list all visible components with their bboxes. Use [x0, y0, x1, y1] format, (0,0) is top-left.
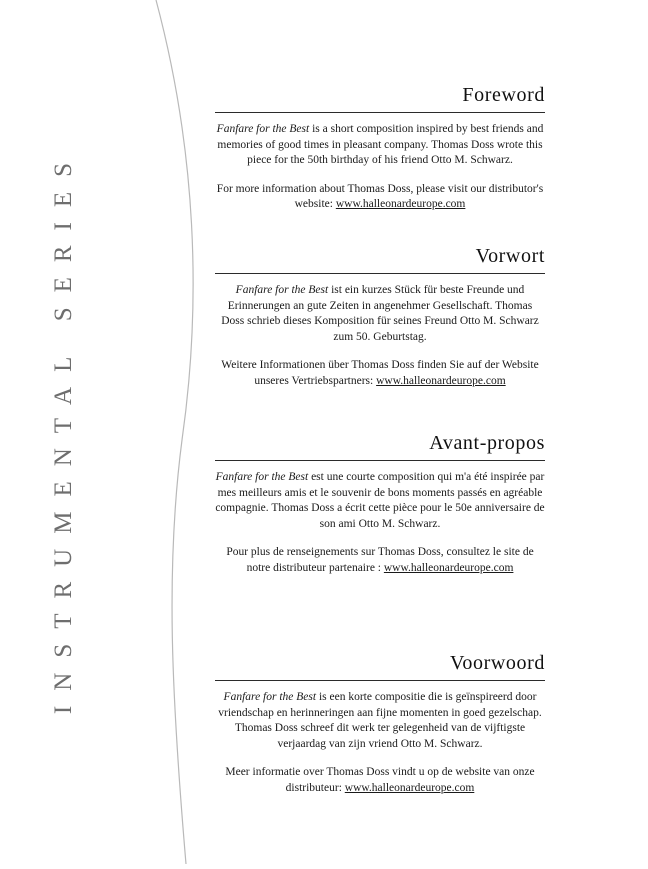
section-title-voorwoord: Voorwoord	[449, 652, 545, 674]
paragraph-foreword-2	[215, 182, 545, 213]
paragraph-avant-propos-2-text: Pour plus de renseignements sur Thomas Doss, consultez le site de notre distributeur partenaire :	[226, 546, 534, 574]
paragraph-avant-propos-2	[215, 545, 545, 576]
work-title-italic: Fanfare for the Best	[223, 691, 317, 703]
section-voorwoord	[215, 652, 545, 796]
paragraph-voorwoord-2-text: Meer informatie over Thomas Doss vindt u op de website van onze distributeur:	[225, 766, 535, 794]
paragraph-avant-propos-1-text: est une courte composition qui m'a été inspirée par mes meilleurs amis et le souvenir de bons moments passés en agréable compagnie. Thomas Doss a écrit cette pièce pour le 50e anniversaire de son ami Otto M. Schwarz.	[215, 471, 545, 530]
section-title-avant-propos: Avant-propos	[429, 432, 545, 454]
paragraph-foreword-2-text: For more information about Thomas Doss, please visit our distributor's website:	[216, 182, 544, 210]
distributor-link-foreword[interactable]: www.halleonardeurope.com	[335, 198, 466, 210]
distributor-link-voorwoord[interactable]: www.halleonardeurope.com	[344, 781, 475, 794]
series-spine-rotation	[50, 0, 96, 715]
section-rule	[215, 460, 545, 461]
distributor-link-vorwort[interactable]: www.halleonardeurope.com	[376, 374, 506, 387]
section-foreword	[215, 84, 545, 213]
section-avant-propos	[215, 432, 545, 576]
section-rule	[215, 273, 545, 274]
series-spine	[0, 0, 120, 864]
work-title-italic: Fanfare for the Best	[216, 123, 310, 135]
section-vorwort	[215, 245, 545, 389]
paragraph-vorwort-1	[215, 283, 545, 345]
paragraph-vorwort-2	[215, 358, 545, 389]
text-column	[215, 0, 545, 864]
section-rule	[215, 112, 545, 113]
distributor-link-avant-propos[interactable]: www.halleonardeurope.com	[383, 561, 514, 574]
work-title-italic: Fanfare for the Best	[215, 471, 309, 483]
section-rule	[215, 680, 545, 681]
decorative-curve	[110, 0, 230, 864]
paragraph-foreword-1	[215, 122, 545, 169]
paragraph-avant-propos-1	[215, 470, 545, 532]
work-title-italic: Fanfare for the Best	[235, 284, 329, 296]
section-title-vorwort: Vorwort	[475, 245, 545, 267]
paragraph-foreword-1-text: is a short composition inspired by best friends and memories of good times in pleasant company. Thomas Doss wrote this piece for the 50th birthday of his friend Otto M. Schwarz.	[217, 123, 544, 166]
section-title-foreword: Foreword	[462, 84, 545, 106]
paragraph-voorwoord-1	[215, 690, 545, 752]
paragraph-vorwort-1-text: ist ein kurzes Stück für beste Freunde und Erinnerungen an gute Zeiten in angenehmer Gesellschaft. Thomas Doss schrieb dieses Komposition für seines Freund Otto M. Schwarz zum 50. Geburtstag.	[221, 284, 539, 343]
paragraph-voorwoord-1-text: is een korte compositie die is geïnspireerd door vriendschap en herinneringen aan fijne momenten in goed gezelschap. Thomas Doss schreef dit werk ter gelegenheid van de vijftigste verjaardag van zijn vriend Otto M. Schwarz.	[218, 691, 542, 750]
series-title: INSTRUMENTAL SERIES	[50, 147, 77, 715]
paragraph-vorwort-2-text: Weitere Informationen über Thomas Doss finden Sie auf der Website unseres Vertriebspartners:	[221, 359, 539, 387]
paragraph-voorwoord-2	[215, 765, 545, 796]
